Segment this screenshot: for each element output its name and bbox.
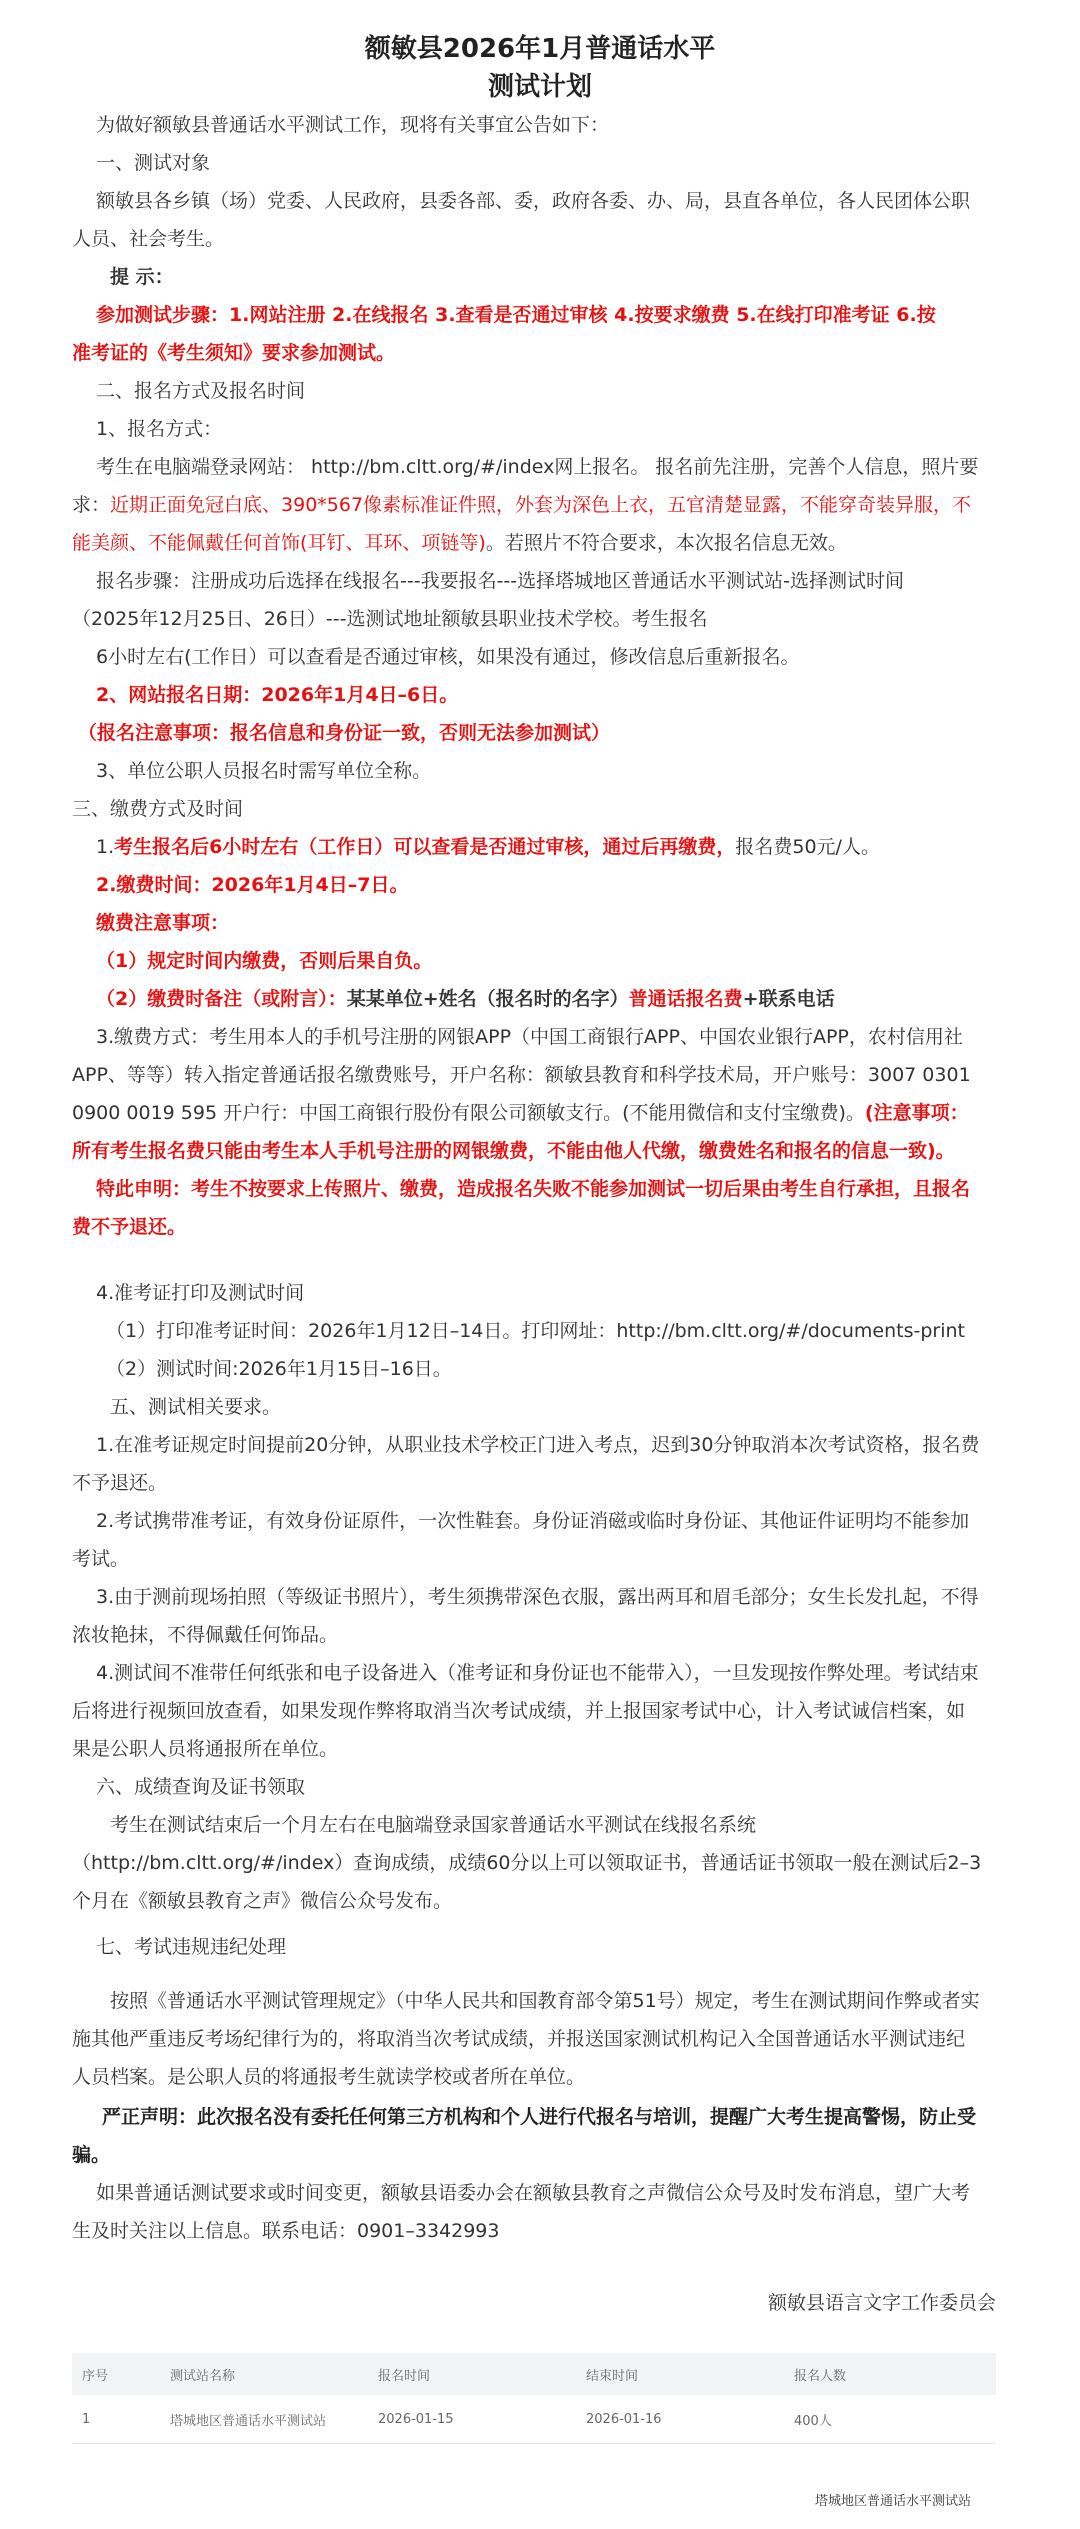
col-header-station: 测试站名称 — [160, 2353, 368, 2395]
declaration-line-2: 骗。 — [72, 2144, 111, 2166]
violation-line-2: 施其他严重违反考场纪律行为的，将取消当次考试成绩，并报送国家测试机构记入全国普通话水平测试违纪 — [72, 2028, 966, 2050]
col-header-count: 报名人数 — [784, 2353, 996, 2395]
reg-line-6: 6小时左右(工作日）可以查看是否通过审核，如果没有通过，修改信息后重新报名。 — [96, 646, 800, 668]
req-1-line-2: 不予退还。 — [72, 1472, 168, 1494]
pay-method-line-2: APP、等等）转入指定普通话报名缴费账号，开户名称：额敏县教育和科学技术局，开户账号：3007 0301 — [72, 1064, 971, 1086]
pay-note-2-d: +联系电话 — [742, 988, 835, 1010]
pay-method-line-3 — [72, 1098, 969, 1125]
reg-line-1: 考生在电脑端登录网站： http://bm.cltt.org/#/index网上报名。 报名前先注册，完善个人信息，照片要 — [96, 456, 979, 478]
pay-method-line-1: 3.缴费方式：考生用本人的手机号注册的网银APP（中国工商银行APP、中国农业银行APP，农村信用社 — [96, 1026, 963, 1048]
footer-station-name: 塔城地区普通话水平测试站 — [815, 2494, 972, 2509]
violation-line-3: 人员档案。是公职人员的将通报考生就读学校或者所在单位。 — [72, 2066, 586, 2088]
pay-method-line-3-a: 0900 0019 595 开户行：中国工商银行股份有限公司额敏支行。(不能用微信和支付宝缴费)。 — [72, 1102, 865, 1124]
photo-requirement: 近期正面免冠白底、390*567像素标准证件照，外套为深色上衣，五官清楚显露，不能穿奇装异服，不 — [110, 494, 972, 516]
req-2-line-2: 考试。 — [72, 1548, 130, 1570]
cell-index: 1 — [72, 2395, 160, 2444]
pay-note-heading: 缴费注意事项： — [96, 912, 230, 934]
cell-end: 2026-01-16 — [576, 2395, 784, 2444]
section-6-heading: 六、成绩查询及证书领取 — [96, 1776, 306, 1798]
section-4-heading: 4.准考证打印及测试时间 — [96, 1282, 305, 1304]
section-5-heading: 五、测试相关要求。 — [110, 1396, 282, 1418]
pay-note-2-a: （2）缴费时备注（或附言）： — [96, 988, 347, 1010]
score-line-1: 考生在测试结束后一个月左右在电脑端登录国家普通话水平测试在线报名系统 — [110, 1814, 757, 1836]
reg-line-2 — [72, 490, 971, 517]
pay-line-1-num: 1. — [96, 836, 115, 858]
reg-line-4: 报名步骤：注册成功后选择在线报名---我要报名---选择塔城地区普通话水平测试站-选择测试时间 — [96, 570, 904, 592]
steps-line-2: 准考证的《考生须知》要求参加测试。 — [72, 342, 396, 364]
cell-count: 400人 — [784, 2395, 996, 2444]
req-3-line-2: 浓妆艳抹，不得佩戴任何饰品。 — [72, 1624, 339, 1646]
cell-start: 2026-01-15 — [368, 2395, 576, 2444]
pay-note-2-c: 普通话报名费 — [628, 988, 743, 1010]
test-time: （2）测试时间:2026年1月15日–16日。 — [106, 1358, 452, 1380]
print-time: （1）打印准考证时间：2026年1月12日–14日。打印网址：http://bm.cltt.org/#/documents-print — [106, 1320, 966, 1342]
req-1-line-1: 1.在准考证规定时间提前20分钟，从职业技术学校正门进入考点，迟到30分钟取消本次考试资格，报名费 — [96, 1434, 980, 1456]
section-2-heading: 二、报名方式及报名时间 — [96, 380, 306, 402]
pay-note-1: （1）规定时间内缴费，否则后果自负。 — [96, 950, 433, 972]
change-line-2: 生及时关注以上信息。联系电话：0901–3342993 — [72, 2220, 500, 2242]
change-line-1: 如果普通话测试要求或时间变更，额敏县语委办会在额敏县教育之声微信公众号及时发布消息，望广大考 — [96, 2182, 971, 2204]
req-2-line-1: 2.考试携带准考证，有效身份证原件，一次性鞋套。身份证消磁或临时身份证、其他证件证明均不能参加 — [96, 1510, 970, 1532]
section-1-heading: 一、测试对象 — [96, 152, 211, 174]
reg-line-5: （2025年12月25日、26日）---选测试地址额敏县职业技术学校。考生报名 — [72, 608, 708, 630]
score-line-2: （http://bm.cltt.org/#/index）查询成绩，成绩60分以上可以领取证书，普通话证书领取一般在测试后2–3 — [72, 1852, 982, 1874]
reg-line-2-a: 求： — [72, 494, 111, 516]
section-3-heading: 三、缴费方式及时间 — [72, 798, 244, 820]
page-title-line1: 额敏县2026年1月普通话水平 — [364, 34, 716, 64]
reg-date: 2、网站报名日期：2026年1月4日–6日。 — [96, 684, 459, 706]
reg-line-3-b: 。若照片不符合要求，本次报名信息无效。 — [485, 532, 847, 554]
pay-method-line-3-b: (注意事项： — [864, 1102, 969, 1124]
reg-unit-note: 3、单位公职人员报名时需写单位全称。 — [96, 760, 432, 782]
table-header-row — [72, 2353, 996, 2395]
col-header-start: 报名时间 — [368, 2353, 576, 2395]
target-line-1: 额敏县各乡镇（场）党委、人民政府，县委各部、委，政府各委、办、局，县直各单位，各人民团体公职 — [96, 190, 971, 212]
pay-method-line-4: 所有考生报名费只能由考生本人手机号注册的网银缴费，不能由他人代缴，缴费姓名和报名的信息一致)。 — [72, 1140, 955, 1162]
test-station-table — [72, 2353, 996, 2444]
req-4-line-2: 后将进行视频回放查看，如果发现作弊将取消当次考试成绩，并上报国家考试中心，计入考试诚信档案，如 — [72, 1700, 966, 1722]
reg-note: （报名注意事项：报名信息和身份证一致，否则无法参加测试） — [78, 722, 611, 744]
page-title-line2: 测试计划 — [487, 72, 592, 102]
pay-time: 2.缴费时间：2026年1月4日–7日。 — [96, 874, 409, 896]
signature: 额敏县语言文字工作委员会 — [767, 2292, 996, 2314]
special-statement-2: 费不予退还。 — [72, 1216, 187, 1238]
intro-paragraph: 为做好额敏县普通话水平测试工作，现将有关事宜公告如下： — [96, 114, 610, 136]
violation-line-1: 按照《普通话水平测试管理规定》（中华人民共和国教育部令第51号）规定，考生在测试期间作弊或者实 — [110, 1990, 980, 2012]
declaration-line-1: 严正声明：此次报名没有委托任何第三方机构和个人进行代报名与培训，提醒广大考生提高警惕，防止受 — [102, 2106, 977, 2128]
reg-line-3 — [72, 528, 847, 555]
req-3-line-1: 3.由于测前现场拍照（等级证书照片），考生须携带深色衣服，露出两耳和眉毛部分；女生长发扎起，不得 — [96, 1586, 979, 1608]
section-7-heading: 七、考试违规违纪处理 — [96, 1936, 287, 1958]
score-line-3: 个月在《额敏县教育之声》微信公众号发布。 — [72, 1890, 453, 1912]
pay-note-2-b: 某某单位+姓名（报名时的名字） — [346, 988, 629, 1010]
tip-label: 提 示： — [110, 266, 174, 288]
steps-line-1: 参加测试步骤：1.网站注册 2.在线报名 3.查看是否通过审核 4.按要求缴费 5.在线打印准考证 6.按 — [96, 304, 936, 326]
target-line-2: 人员、社会考生。 — [72, 228, 225, 250]
pay-line-1 — [96, 832, 880, 859]
cell-station: 塔城地区普通话水平测试站 — [160, 2395, 368, 2444]
req-4-line-1: 4.测试间不准带任何纸张和电子设备进入（准考证和身份证也不能带入），一旦发现按作弊处理。考试结束 — [96, 1662, 979, 1684]
photo-requirement-cont: 能美颜、不能佩戴任何首饰(耳钉、耳环、项链等) — [72, 532, 486, 554]
col-header-index: 序号 — [72, 2353, 160, 2395]
reg-method-heading: 1、报名方式： — [96, 418, 223, 440]
table-row — [72, 2395, 996, 2444]
pay-line-1-red: 考生报名后6小时左右（工作日）可以查看是否通过审核，通过后再缴费， — [114, 836, 736, 858]
special-statement-1: 特此申明：考生不按要求上传照片、缴费，造成报名失败不能参加测试一切后果由考生自行承担，且报名 — [96, 1178, 971, 1200]
pay-fee: 报名费50元/人。 — [735, 836, 880, 858]
pay-note-2 — [96, 984, 835, 1011]
col-header-end: 结束时间 — [576, 2353, 784, 2395]
req-4-line-3: 果是公职人员将通报所在单位。 — [72, 1738, 339, 1760]
